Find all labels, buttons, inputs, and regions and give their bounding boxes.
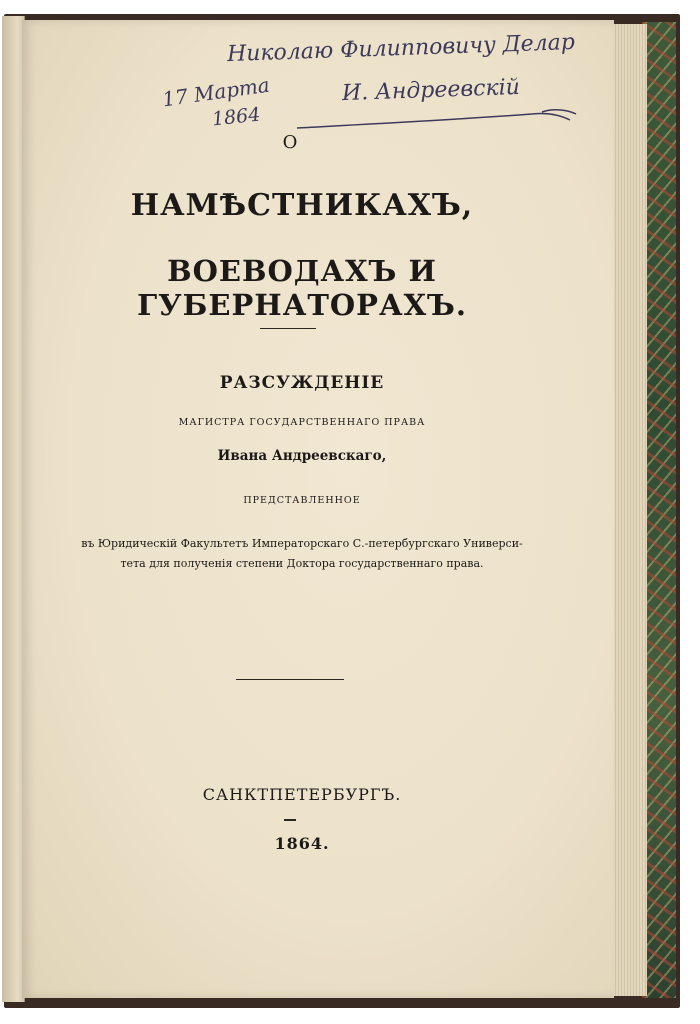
title-line1: НАМѢСТНИКАХЪ, (130, 188, 474, 223)
page-block-edge (612, 24, 647, 996)
imprint-dash (284, 819, 296, 821)
inscription-year: 1864 (210, 103, 262, 131)
presented: ПРЕДСТАВЛЕННОЕ (243, 495, 361, 506)
author-degree: МАГИСТРА ГОСУДАРСТВЕННАГО ПРАВА (178, 417, 426, 428)
title-line2: ВОЕВОДАХЪ И ГУБЕРНАТОРАХЪ. (137, 254, 467, 322)
title-preposition: О (282, 132, 298, 153)
imprint-divider (236, 679, 344, 680)
purpose-line2: тета для полученія степени Доктора государственнаго права. (120, 557, 484, 570)
genre: РАЗСУЖДЕНІЕ (219, 373, 385, 393)
title-page (22, 20, 614, 998)
inscription-signature: И. Андреевскій (341, 74, 521, 107)
imprint-year: 1864. (274, 834, 330, 853)
marbled-board (642, 22, 676, 998)
inscription-date: 17 Марта (160, 72, 272, 112)
imprint-city: САНКТПЕТЕРБУРГЪ. (202, 785, 402, 804)
purpose-line1: въ Юридическій Факультетъ Императорскаго С.-петербургскаго Универси- (81, 537, 523, 550)
inscription-line1: Николаю Филипповичу Делар (226, 29, 576, 68)
title-divider (260, 328, 316, 329)
author-name: Ивана Андреевскаго, (217, 448, 387, 464)
